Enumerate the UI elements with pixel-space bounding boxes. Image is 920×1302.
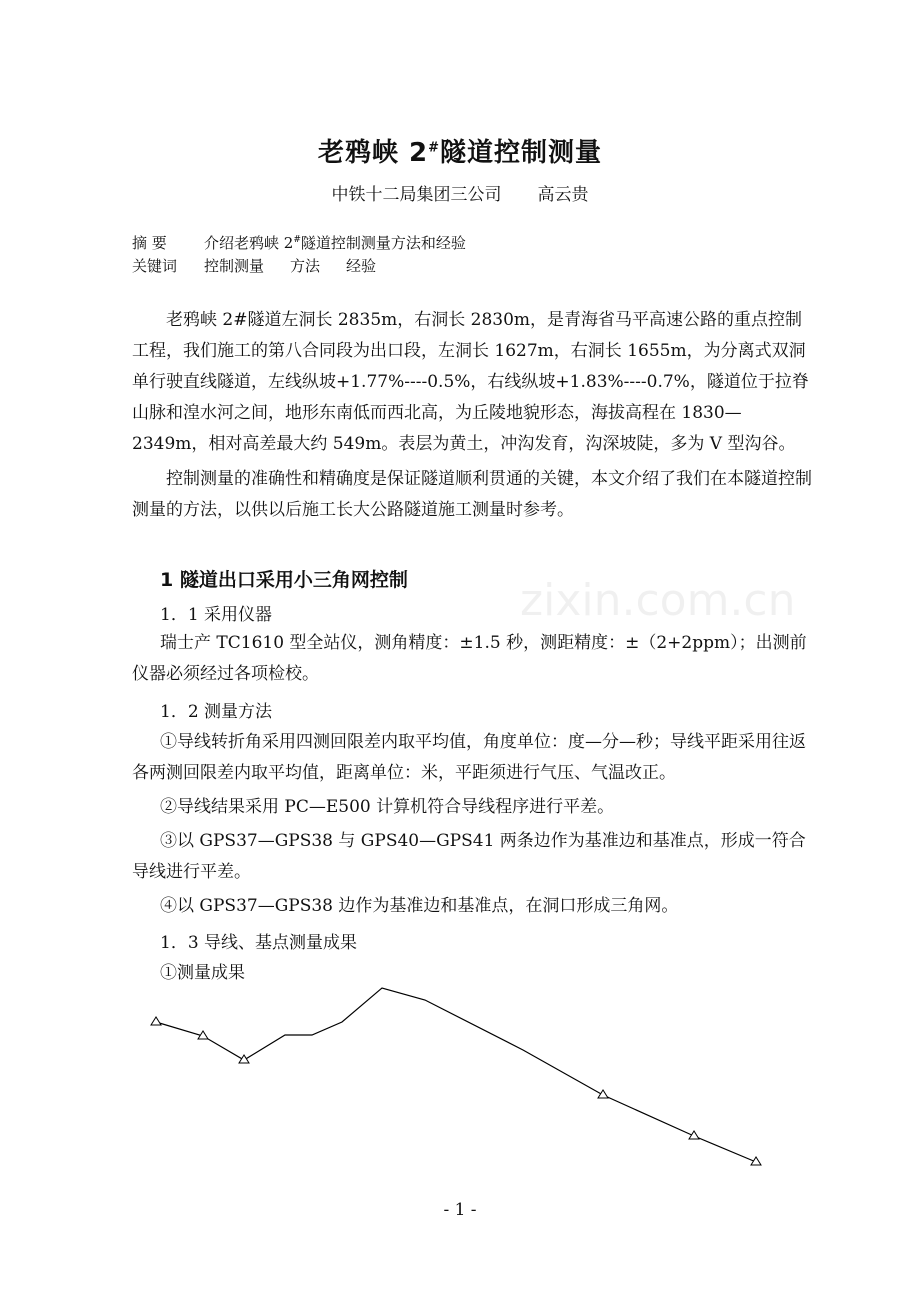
keyword: 方法	[290, 257, 321, 275]
intro-paragraph-2: 控制测量的准确性和精确度是保证隧道顺利贯通的关键，本文介绍了我们在本隧道控制测量的方法，以供以后施工长大公路隧道施工测量时参考。	[132, 469, 812, 520]
triangle-icon	[151, 1017, 161, 1025]
section-1-2-list	[132, 727, 812, 922]
section-1-2-heading: 1．2 测量方法	[160, 702, 273, 722]
method-item-1: ①导线转折角采用四测回限差内取平均值，角度单位：度—分—秒；导线平距采用往返各两测回限差内取平均值，距离单位：米，平距须进行气压、气温改正。	[132, 732, 806, 783]
station-markers	[151, 1017, 761, 1165]
triangle-icon	[598, 1090, 608, 1098]
watermark: zixin.com.cn	[520, 575, 796, 626]
page-number: - 1 -	[443, 1200, 477, 1220]
abstract-line	[132, 232, 466, 253]
section-1-heading: 1 隧道出口采用小三角网控制	[160, 569, 408, 591]
method-item-2: ②导线结果采用 PC—E500 计算机符合导线程序进行平差。	[160, 797, 615, 817]
abstract-label: 摘 要	[132, 234, 167, 252]
traverse-network-figure	[130, 980, 780, 1180]
method-item-3: ③以 GPS37—GPS38 与 GPS40—GPS41 两条边作为基准边和基准点，形成一符合导线进行平差。	[132, 831, 806, 882]
section-1-3-heading: 1．3 导线、基点测量成果	[160, 933, 358, 953]
keywords-label: 关键词	[132, 257, 178, 275]
author-org: 中铁十二局集团三公司	[331, 185, 502, 205]
page-title: 老鸦峡 2#隧道控制测量	[317, 138, 603, 168]
author-line	[0, 180, 920, 205]
keyword: 经验	[346, 257, 377, 275]
keywords-line	[132, 255, 402, 276]
triangle-icon	[239, 1055, 249, 1063]
intro-paragraph-1: 老鸦峡 2#隧道左洞长 2835m，右洞长 2830m，是青海省马平高速公路的重点控制工程，我们施工的第八合同段为出口段，左洞长 1627m，右洞长 1655m，为分离式双洞单行驶直线隧道，左线纵坡+1.77%----0.5%，右线纵坡+1.83%----0.7%，隧道位于拉脊山脉和湟水河之间，地形东南低而西北高，为丘陵地貌形态，海拔高程在 1830—2349m，相对高差最大约 549m。表层为黄土，冲沟发育，沟深坡陡，多为 V 型沟谷。	[132, 310, 809, 454]
results-item-1: ①测量成果	[160, 963, 245, 983]
author-name: 高云贵	[537, 185, 589, 205]
section-1-1-heading: 1．1 采用仪器	[160, 605, 273, 625]
intro-section	[132, 305, 812, 526]
keyword: 控制测量	[204, 257, 265, 275]
traverse-line	[156, 988, 756, 1162]
abstract-text: 介绍老鸦峡 2#隧道控制测量方法和经验	[204, 234, 466, 252]
section-1-1-text: 瑞士产 TC1610 型全站仪，测角精度：±1.5 秒，测距精度：±（2+2ppm）；出测前仪器必须经过各项检校。	[132, 633, 807, 684]
method-item-4: ④以 GPS37—GPS38 边作为基准边和基准点，在洞口形成三角网。	[160, 896, 679, 916]
